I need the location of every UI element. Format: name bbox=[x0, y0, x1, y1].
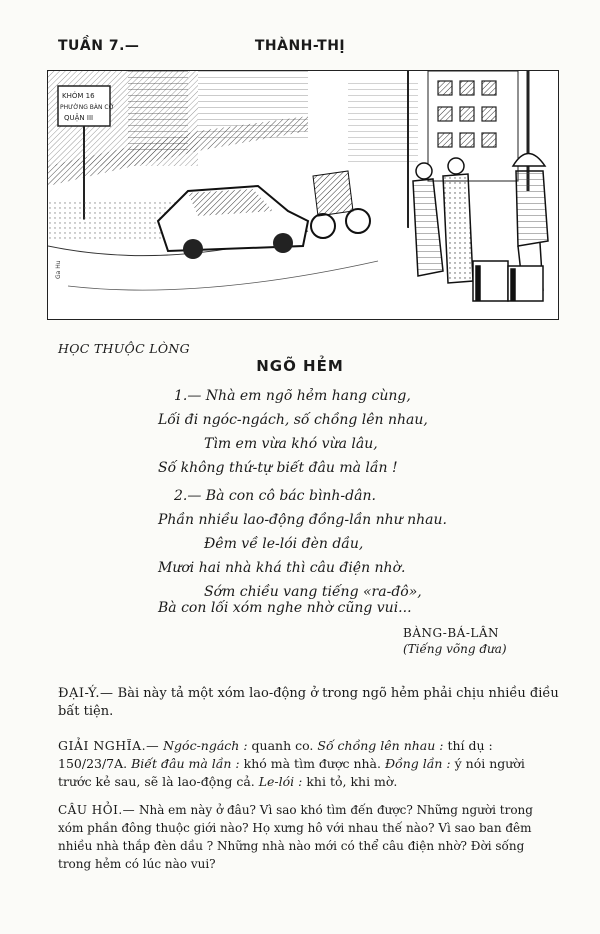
poem-line: Mươi hai nhà khá thì câu điện nhờ. bbox=[158, 560, 406, 576]
questions-text: Nhà em này ở đâu? Vì sao khó tìm đến được? Những người trong xóm phần đông thuộc giới nào? Họ xưng hô với nhau thế nào? Vì sao ban đêm nhiều nhà thắp đèn dầu ? Những nhà nào mới có thể câu điện nhờ? Đời sống trong hẻm có lúc nào vui? bbox=[58, 803, 533, 871]
sign-line-1: KHÓM 16 bbox=[62, 92, 95, 100]
section-label: HỌC THUỘC LÒNG bbox=[58, 341, 190, 356]
glossary-definition: quanh co. bbox=[251, 738, 314, 753]
main-idea-label: ĐẠI-Ý.— bbox=[58, 686, 114, 701]
questions-label: CÂU HỎI.— bbox=[58, 803, 136, 817]
poem-line: Bà con lối xóm nghe nhờ cũng vui... bbox=[158, 600, 412, 616]
lesson-week-label: TUẦN 7.— bbox=[58, 38, 140, 54]
glossary-term: Ngóc-ngách : bbox=[163, 738, 248, 753]
poem-line: Sớm chiều vang tiếng «ra-đô», bbox=[204, 584, 422, 600]
poem-author: BÀNG-BÁ-LÂN bbox=[403, 626, 500, 640]
glossary-paragraph bbox=[58, 737, 560, 791]
glossary-label: GIẢI NGHĨA.— bbox=[58, 738, 160, 753]
poem-title: NGÕ HẺM bbox=[256, 357, 344, 375]
poem-line: 2.— Bà con cô bác bình-dân. bbox=[174, 488, 376, 504]
poem-line: 1.— Nhà em ngõ hẻm hang cùng, bbox=[174, 388, 411, 404]
sign-line-2: PHƯỜNG BÀN CỜ bbox=[60, 104, 115, 111]
glossary-definition: khó mà tìm được nhà. bbox=[243, 756, 381, 771]
artist-signature: Ga Hu bbox=[55, 260, 62, 279]
main-idea-text: Bài này tả một xóm lao-động ở trong ngõ hẻm phải chịu nhiều điều bất tiện. bbox=[58, 686, 559, 719]
glossary-term: Số chồng lên nhau : bbox=[317, 738, 444, 753]
glossary-definition: ý nói người trước kẻ sau, sẽ là lao-động cả. bbox=[58, 756, 525, 789]
sign-line-3: QUẬN III bbox=[64, 114, 94, 122]
glossary-definition: thí dụ : 150/23/7A. bbox=[58, 738, 493, 771]
poem-line: Số không thứ-tự biết đâu mà lần ! bbox=[158, 460, 398, 476]
poem-source: (Tiếng võng đưa) bbox=[403, 642, 507, 656]
street-scene-illustration bbox=[47, 70, 559, 320]
chapter-title: THÀNH-THỊ bbox=[254, 38, 346, 54]
poem-line: Phần nhiều lao-động đồng-lần như nhau. bbox=[158, 512, 447, 528]
glossary-term: Le-lói : bbox=[258, 774, 303, 789]
main-idea-paragraph bbox=[58, 685, 560, 721]
glossary-term: Biết đâu mà lần : bbox=[131, 756, 240, 771]
glossary-definition: khi tỏ, khi mờ. bbox=[306, 774, 398, 789]
poem-line: Tìm em vừa khó vừa lâu, bbox=[204, 436, 378, 452]
questions-paragraph bbox=[58, 801, 560, 873]
poem-line: Đêm về le-lói đèn dầu, bbox=[204, 536, 364, 552]
poem-line: Lối đi ngóc-ngách, số chồng lên nhau, bbox=[158, 412, 428, 428]
glossary-term: Đồng lần : bbox=[384, 756, 451, 771]
